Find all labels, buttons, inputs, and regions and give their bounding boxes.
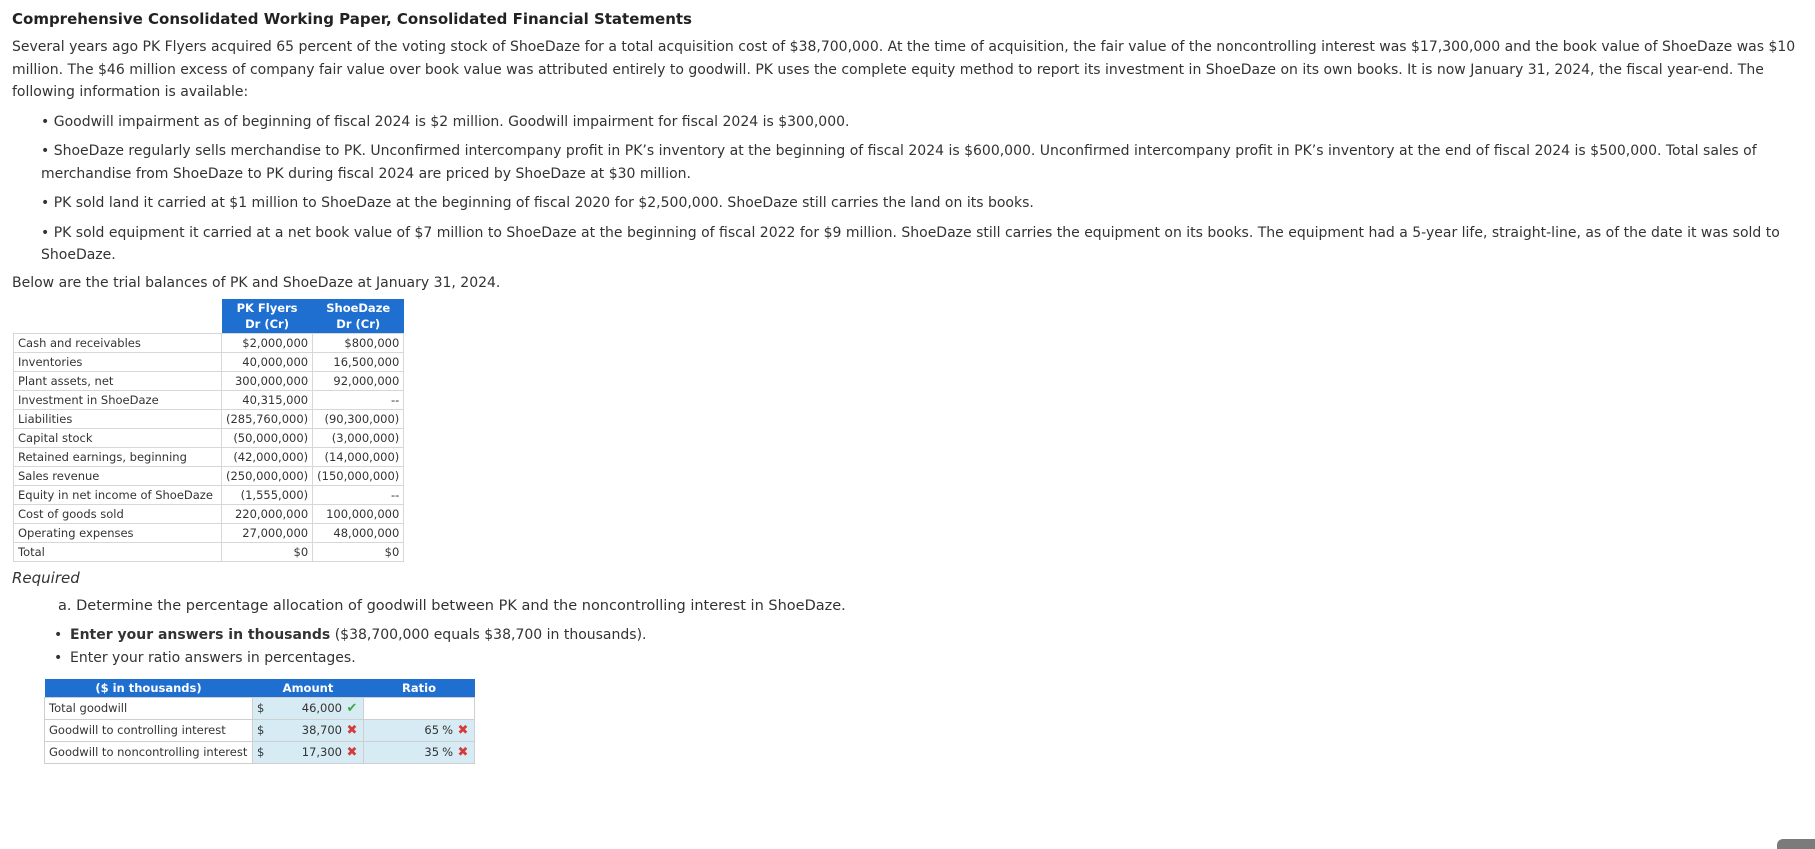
goodwill-answer-table: [44, 679, 475, 764]
incorrect-icon: ✖: [457, 722, 469, 738]
bullet-glyph: •: [54, 626, 63, 643]
bullet-text: PK sold equipment it carried at a net book value of $7 million to ShoeDaze at the beginning of fiscal 2022 for $9 million. ShoeDaze still carries the equipment on its books. The equipment had a 5-year life, straight-line, as of the date it was sold to ShoeDaze.: [41, 224, 1780, 263]
row-label: Goodwill to controlling interest: [45, 719, 253, 741]
row-label: Capital stock: [14, 428, 222, 447]
info-bullet: [41, 111, 1807, 134]
row-label: Goodwill to noncontrolling interest: [45, 741, 253, 763]
info-bullet: [41, 192, 1807, 215]
shoedaze-value: --: [313, 390, 404, 409]
info-bullet: [41, 222, 1807, 267]
currency-symbol: $: [253, 741, 276, 763]
required-label: Required: [12, 568, 80, 587]
row-label: Operating expenses: [14, 523, 222, 542]
header-shoedaze: ShoeDaze Dr (Cr): [313, 299, 404, 334]
row-label: Investment in ShoeDaze: [14, 390, 222, 409]
ratio-input[interactable]: [364, 741, 475, 763]
shoedaze-value: 100,000,000: [313, 504, 404, 523]
table-row: [14, 485, 404, 504]
row-label: Total: [14, 542, 222, 561]
bullet-text: Goodwill impairment as of beginning of fiscal 2024 is $2 million. Goodwill impairment for fiscal 2024 is $300,000.: [53, 113, 850, 130]
question-a: a. Determine the percentage allocation of goodwill between PK and the noncontrolling interest in ShoeDaze.: [58, 597, 846, 614]
bullet-glyph: •: [54, 649, 63, 666]
problem-content: [12, 9, 1807, 764]
table-row: [14, 466, 404, 485]
row-label: Total goodwill: [45, 697, 253, 719]
currency-symbol: $: [253, 719, 276, 741]
answer-header: [45, 679, 475, 698]
instruction-text: Enter your ratio answers in percentages.: [70, 649, 356, 666]
shoedaze-value: $800,000: [313, 333, 404, 352]
table-row: [14, 333, 404, 352]
table-row: [14, 371, 404, 390]
shoedaze-value: (150,000,000): [313, 466, 404, 485]
answer-row-noncontrolling: [45, 741, 475, 763]
bullet-text: PK sold land it carried at $1 million to ShoeDaze at the beginning of fiscal 2020 for $2,500,000. ShoeDaze still carries the land on its books.: [53, 195, 1034, 211]
problem-title: Comprehensive Consolidated Working Paper, Consolidated Financial Statements: [12, 10, 692, 28]
pk-value: (1,555,000): [222, 485, 313, 504]
row-label: Cost of goods sold: [14, 504, 222, 523]
percent-sign: %: [442, 744, 453, 759]
shoedaze-value: (3,000,000): [313, 428, 404, 447]
shoedaze-value: 48,000,000: [313, 523, 404, 542]
shoedaze-value: --: [313, 485, 404, 504]
table-row: [14, 523, 404, 542]
row-label: Equity in net income of ShoeDaze: [14, 485, 222, 504]
instruction-text: ($38,700,000 equals $38,700 in thousands).: [330, 626, 647, 643]
answer-row-total-goodwill: [45, 697, 475, 719]
bullet-glyph: •: [41, 195, 50, 211]
pk-value: (285,760,000): [222, 409, 313, 428]
header-blank: [14, 299, 222, 334]
table-row: [14, 428, 404, 447]
pk-value: 40,315,000: [222, 390, 313, 409]
table-row: [14, 409, 404, 428]
row-label: Retained earnings, beginning: [14, 447, 222, 466]
total-row: [14, 542, 404, 561]
instruction-item: [54, 647, 1807, 670]
bullet-text: ShoeDaze regularly sells merchandise to PK. Unconfirmed intercompany profit in PK’s inventory at the beginning of fiscal 2024 is $600,000. Unconfirmed intercompany profit in PK’s inventory at the end of fiscal 2024 is $500,000. Total sales of merchandise from ShoeDaze to PK during fiscal 2024 are priced by ShoeDaze at $30 million.: [41, 143, 1757, 182]
amount-value: 38,700: [301, 722, 342, 737]
instruction-list: [12, 624, 1807, 670]
trial-balance-lead: Below are the trial balances of PK and ShoeDaze at January 31, 2024.: [12, 274, 501, 291]
row-label: Liabilities: [14, 409, 222, 428]
bullet-glyph: •: [41, 224, 50, 241]
ratio-value: 65: [424, 722, 440, 737]
amount-value: 17,300: [301, 744, 342, 759]
percent-sign: %: [442, 722, 453, 737]
amount-input[interactable]: [275, 719, 364, 741]
incorrect-icon: ✖: [346, 744, 358, 760]
bullet-glyph: •: [41, 113, 50, 130]
pk-value: $2,000,000: [222, 333, 313, 352]
scroll-corner-handle[interactable]: [1777, 839, 1815, 849]
pk-value: (42,000,000): [222, 447, 313, 466]
shoedaze-value: (14,000,000): [313, 447, 404, 466]
info-bullet: [41, 140, 1807, 185]
amount-input[interactable]: [275, 697, 364, 719]
instruction-bold: Enter your answers in thousands: [70, 626, 331, 643]
pk-value: 40,000,000: [222, 352, 313, 371]
header-amount: Amount: [253, 679, 364, 698]
pk-value: (50,000,000): [222, 428, 313, 447]
incorrect-icon: ✖: [457, 744, 469, 760]
row-label: Sales revenue: [14, 466, 222, 485]
row-label: Cash and receivables: [14, 333, 222, 352]
shoedaze-value: 92,000,000: [313, 371, 404, 390]
trial-balance-table: [13, 299, 404, 562]
header-label: ($ in thousands): [45, 679, 253, 698]
table-row: [14, 390, 404, 409]
header-pk-flyers: PK Flyers Dr (Cr): [222, 299, 313, 334]
amount-input[interactable]: [275, 741, 364, 763]
pk-value: 27,000,000: [222, 523, 313, 542]
currency-symbol: $: [253, 697, 276, 719]
answer-row-controlling: [45, 719, 475, 741]
shoedaze-value: 16,500,000: [313, 352, 404, 371]
row-label: Plant assets, net: [14, 371, 222, 390]
ratio-cell-empty: [364, 697, 475, 719]
row-label: Inventories: [14, 352, 222, 371]
ratio-input[interactable]: [364, 719, 475, 741]
incorrect-icon: ✖: [346, 722, 358, 738]
header-ratio: Ratio: [364, 679, 475, 698]
table-row: [14, 504, 404, 523]
shoedaze-value: $0: [313, 542, 404, 561]
problem-intro: Several years ago PK Flyers acquired 65 percent of the voting stock of ShoeDaze for a total acquisition cost of $38,700,000. At the time of acquisition, the fair value of the noncontrolling interest was $17,300,000 and the book value of ShoeDaze was $10 million. The $46 million excess of company fair value over book value was attributed entirely to goodwill. PK uses the complete equity method to report its investment in ShoeDaze on its own books. It is now January 31, 2024, the fiscal year-end. The following information is available:: [12, 39, 1796, 100]
bullet-glyph: •: [41, 143, 50, 159]
check-icon: ✔: [346, 700, 358, 716]
instruction-item: [54, 624, 1807, 647]
ratio-value: 35: [424, 744, 440, 759]
table-row: [14, 447, 404, 466]
pk-value: 220,000,000: [222, 504, 313, 523]
pk-value: (250,000,000): [222, 466, 313, 485]
trial-balance-header: [14, 299, 404, 334]
pk-value: $0: [222, 542, 313, 561]
amount-value: 46,000: [301, 700, 342, 715]
pk-value: 300,000,000: [222, 371, 313, 390]
table-row: [14, 352, 404, 371]
info-bullet-list: [12, 111, 1807, 267]
shoedaze-value: (90,300,000): [313, 409, 404, 428]
